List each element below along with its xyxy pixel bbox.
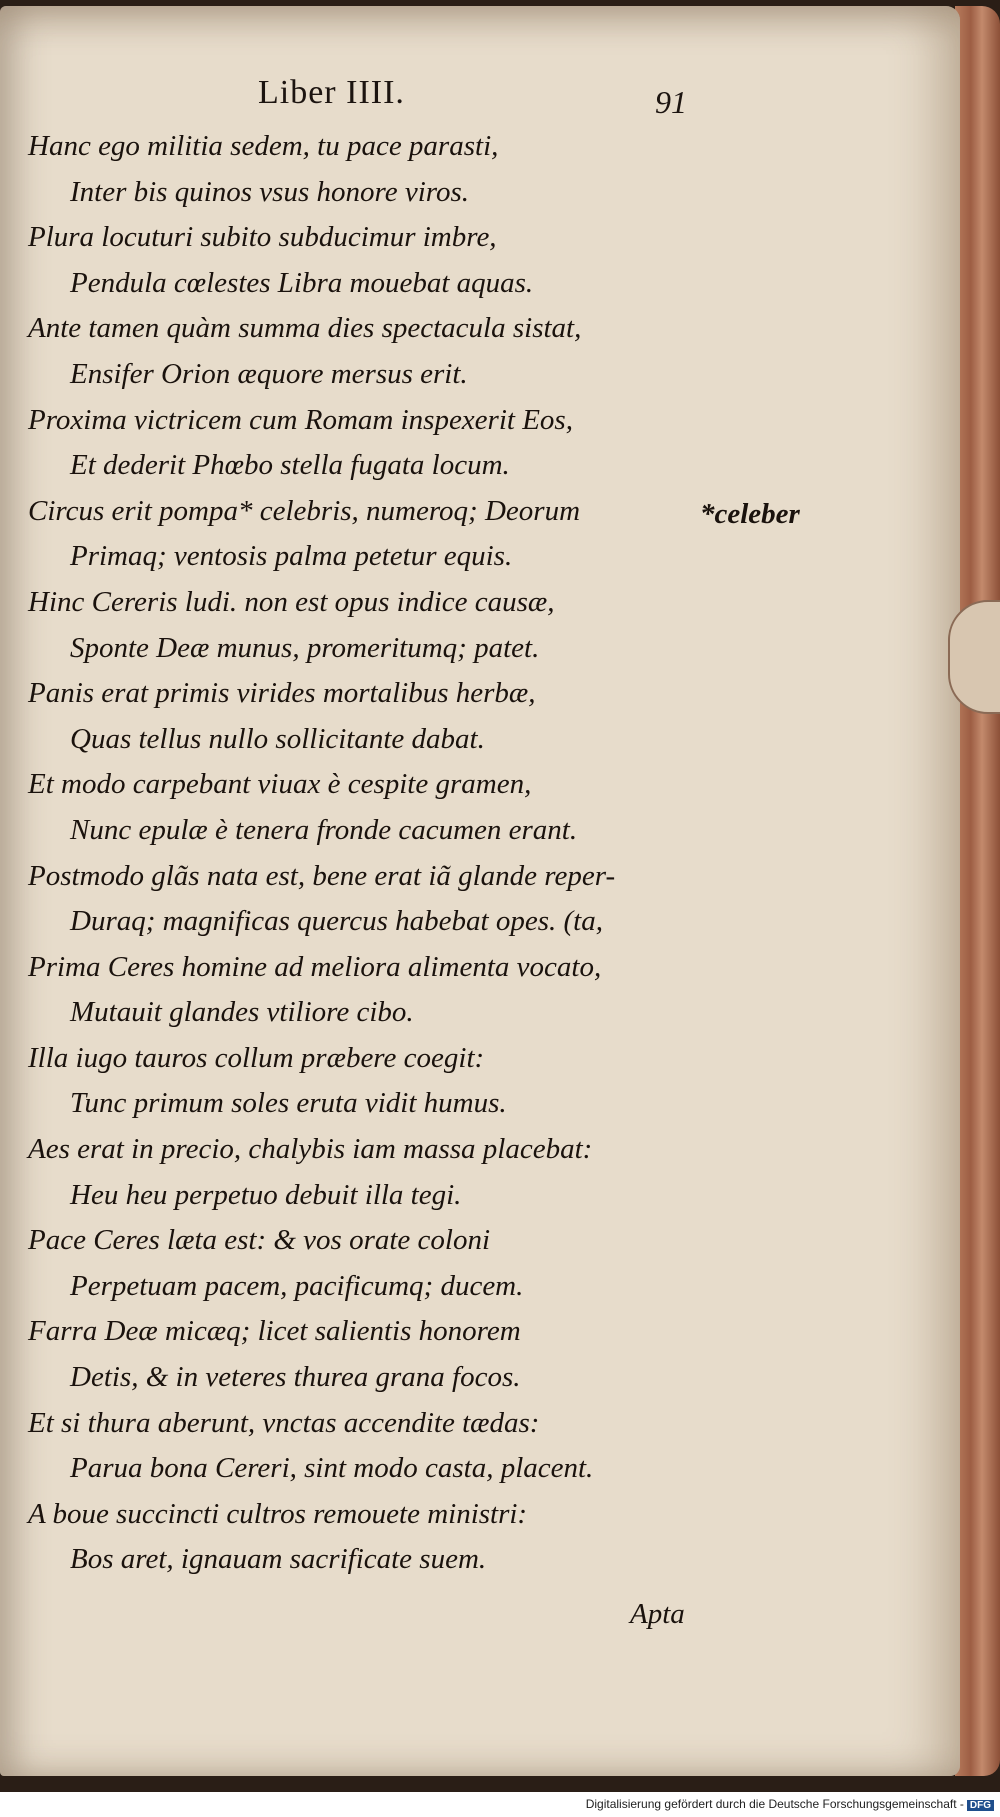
page-tab <box>948 600 1000 714</box>
verse-line-hexameter: Circus erit pompa* celebris, numeroq; Deorum <box>28 494 581 527</box>
dfg-logo: DFG <box>967 1800 994 1811</box>
verse-line-pentameter: Inter bis quinos vsus honore viros. <box>70 175 470 208</box>
catchword: Apta <box>630 1598 685 1630</box>
verse-line-hexameter: Plura locuturi subito subducimur imbre, <box>28 221 497 254</box>
verse-line-pentameter: Mutauit glandes vtiliore cibo. <box>70 996 414 1029</box>
verse-line-pentameter: Perpetuam pacem, pacificumq; ducem. <box>70 1269 524 1302</box>
verse-text-block <box>0 124 950 1583</box>
verse-line-pentameter: Et dederit Phœbo stella fugata locum. <box>70 449 510 482</box>
verse-line-hexameter: Illa iugo tauros collum præbere coegit: <box>28 1041 485 1074</box>
verse-line-hexameter: Aes erat in precio, chalybis iam massa placebat: <box>28 1133 593 1166</box>
verse-line-hexameter: Et si thura aberunt, vnctas accendite tædas: <box>28 1406 540 1439</box>
verse-line-pentameter: Parua bona Cereri, sint modo casta, placent. <box>70 1452 594 1485</box>
verse-line-hexameter: Hinc Cereris ludi. non est opus indice causæ, <box>28 585 555 618</box>
running-head: Liber IIII. <box>258 74 405 111</box>
verse-line-pentameter: Tunc primum soles eruta vidit humus. <box>70 1087 507 1120</box>
margin-note: *celeber <box>700 498 800 530</box>
digitization-note: Digitalisierung gefördert durch die Deutsche Forschungsgemeinschaft - <box>585 1797 964 1811</box>
verse-line-hexameter: Proxima victricem cum Romam inspexerit Eos, <box>28 403 573 436</box>
verse-line-hexameter: Et modo carpebant viuax è cespite gramen, <box>28 768 532 801</box>
verse-line-hexameter: Pace Ceres læta est: & vos orate coloni <box>28 1224 491 1257</box>
verse-line-pentameter: Sponte Deæ munus, promeritumq; patet. <box>70 631 540 664</box>
verse-line-pentameter: Ensifer Orion æquore mersus erit. <box>70 357 468 390</box>
verse-line-hexameter: Panis erat primis virides mortalibus herbæ, <box>28 677 536 710</box>
verse-line-pentameter: Quas tellus nullo sollicitante dabat. <box>70 722 485 755</box>
verse-line-pentameter: Pendula cœlestes Libra mouebat aquas. <box>70 266 534 299</box>
page-number: 91 <box>655 84 687 120</box>
page-fore-edge <box>955 6 1000 1776</box>
verse-line-hexameter: Hanc ego militia sedem, tu pace parasti, <box>28 130 499 162</box>
verse-line-pentameter: Detis, & in veteres thurea grana focos. <box>70 1361 521 1394</box>
verse-line-hexameter: A boue succincti cultros remouete ministri: <box>28 1497 528 1530</box>
verse-line-pentameter: Duraq; magnificas quercus habebat opes. (ta, <box>70 905 603 938</box>
book-page <box>0 6 960 1776</box>
verse-line-hexameter: Farra Deæ micæq; licet salientis honorem <box>28 1315 521 1348</box>
verse-line-pentameter: Bos aret, ignauam sacrificate suem. <box>70 1543 487 1576</box>
verse-line-pentameter: Heu heu perpetuo debuit illa tegi. <box>70 1178 462 1211</box>
digitization-footer <box>586 1797 994 1811</box>
verse-line-pentameter: Primaq; ventosis palma petetur equis. <box>70 540 513 573</box>
verse-line-hexameter: Ante tamen quàm summa dies spectacula sistat, <box>28 312 582 345</box>
verse-line-pentameter: Nunc epulæ è tenera fronde cacumen erant. <box>70 813 578 846</box>
verse-line-hexameter: Prima Ceres homine ad meliora alimenta vocato, <box>28 950 602 983</box>
verse-line-hexameter: Postmodo glãs nata est, bene erat iã glande reper- <box>28 859 616 892</box>
